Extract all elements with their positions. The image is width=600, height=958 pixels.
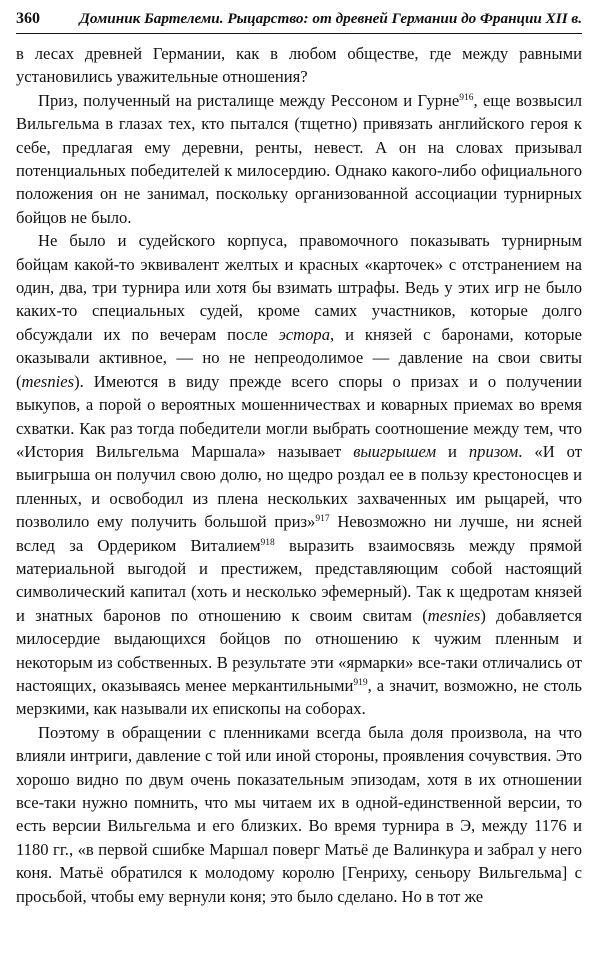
book-page [16,8,582,908]
italic-term: mesnies [427,605,481,625]
footnote-ref: 918 [260,537,275,548]
text-run: , еще возвысил Вильгельма в глазах тех, кто пытался (тщетно) привязать английского героя к себе, предлагая ему деревни, ренты, невест. А он на словах призывал потенциальных победителей к милосердию. Однако какого-либо официального положения он не занимал, поскольку организованной ассоциации турнирных бойцов не было. [16,90,582,227]
text-run: , и князей с баронами, которые оказывали активное, — но не непреодолимое — давление на свои свиты ( [16,324,582,391]
italic-term: выигрышем [353,441,437,461]
paragraph [16,89,582,229]
text-run: ) добавляется милосердие выдающихся бойцов по отношению к чужим пленным и некоторым из собственных. В результате эти «ярмарки» все-таки отличались от настоящих, оказываясь менее меркантильными [16,605,582,695]
italic-term: mesnies [21,371,75,391]
footnote-ref: 917 [315,514,330,525]
text-run: Приз, полученный на ристалище между Рессоном и Гурне [38,90,460,110]
text-run: в лесах древней Германии, как в любом обществе, где между равными установились уважительные отношения? [16,44,582,87]
paragraph [16,721,582,908]
running-header [16,8,582,34]
text-run: . «И от выигрыша он получил свою долю, но щедро роздал ее в пользу крестоносцев и пленных, и освободил из плена нескольких захваченных им рыцарей, что позволило ему получить большой приз» [16,441,582,532]
paragraph [16,42,582,89]
paragraph [16,229,582,721]
italic-term: призом [468,441,519,461]
text-run: и [436,441,469,461]
text-run: ). Имеются в виду прежде всего споры о призах и о получении выкупов, а порой о вероятных мошенничествах и коварных приемах во время схватки. Как раз тогда победители могли выбрать соотношение между тем, что «История Вильгельма Маршала» называет [16,371,582,461]
page-number: 360 [16,10,40,27]
text-run: , а значит, возможно, не столь мерзкими, как называли их епископы на соборах. [16,675,582,719]
running-title: Доминик Бартелеми. Рыцарство: от древней Германии до Франции XII в. [79,10,582,27]
text-run: выразить взаимосвязь между прямой материальной выгодой и престижем, представляющим собой настоящий символический капитал (хоть и несколько эфемерный). Так к щедротам князей и знатных баронов по отношению к своим свитам ( [16,535,583,625]
text-run: Невозможно ни лучше, ни ясней вслед за Ордериком Виталием [16,512,582,555]
body-text [16,42,582,908]
text-run: Не было и судейского корпуса, правомочного показывать турнирным бойцам какой-то эквивалент желтых и красных «карточек» с отстранением на один, два, три турнира или хотя бы взимать штрафы. Ведь у этих игр не было каких-то специальных судей, кроме самих участников, которые долго обсуждали их по вечерам после [16,231,582,344]
footnote-ref: 916 [459,92,474,103]
italic-term: эстора [278,324,331,344]
text-run: Поэтому в обращении с пленниками всегда была доля произвола, на что влияли интриги, давление с той или иной стороны, проявления сочувствия. Это хорошо видно по двум очень показательным эпизодам, хотя в их отношении все-таки нужно помнить, что мы читаем их в одной-единственной версии, то есть версии Вильгельма и его близких. Во время турнира в Э, между 1176 и 1180 гг., «в первой сшибке Маршал поверг Матьё де Валинкура и забрал у него коня. Матьё обратился к молодому королю [Генриху, сеньору Вильгельма] с просьбой, чтобы ему вернули коня; это было сделано. Но в тот же [16,722,582,906]
footnote-ref: 919 [353,677,368,688]
